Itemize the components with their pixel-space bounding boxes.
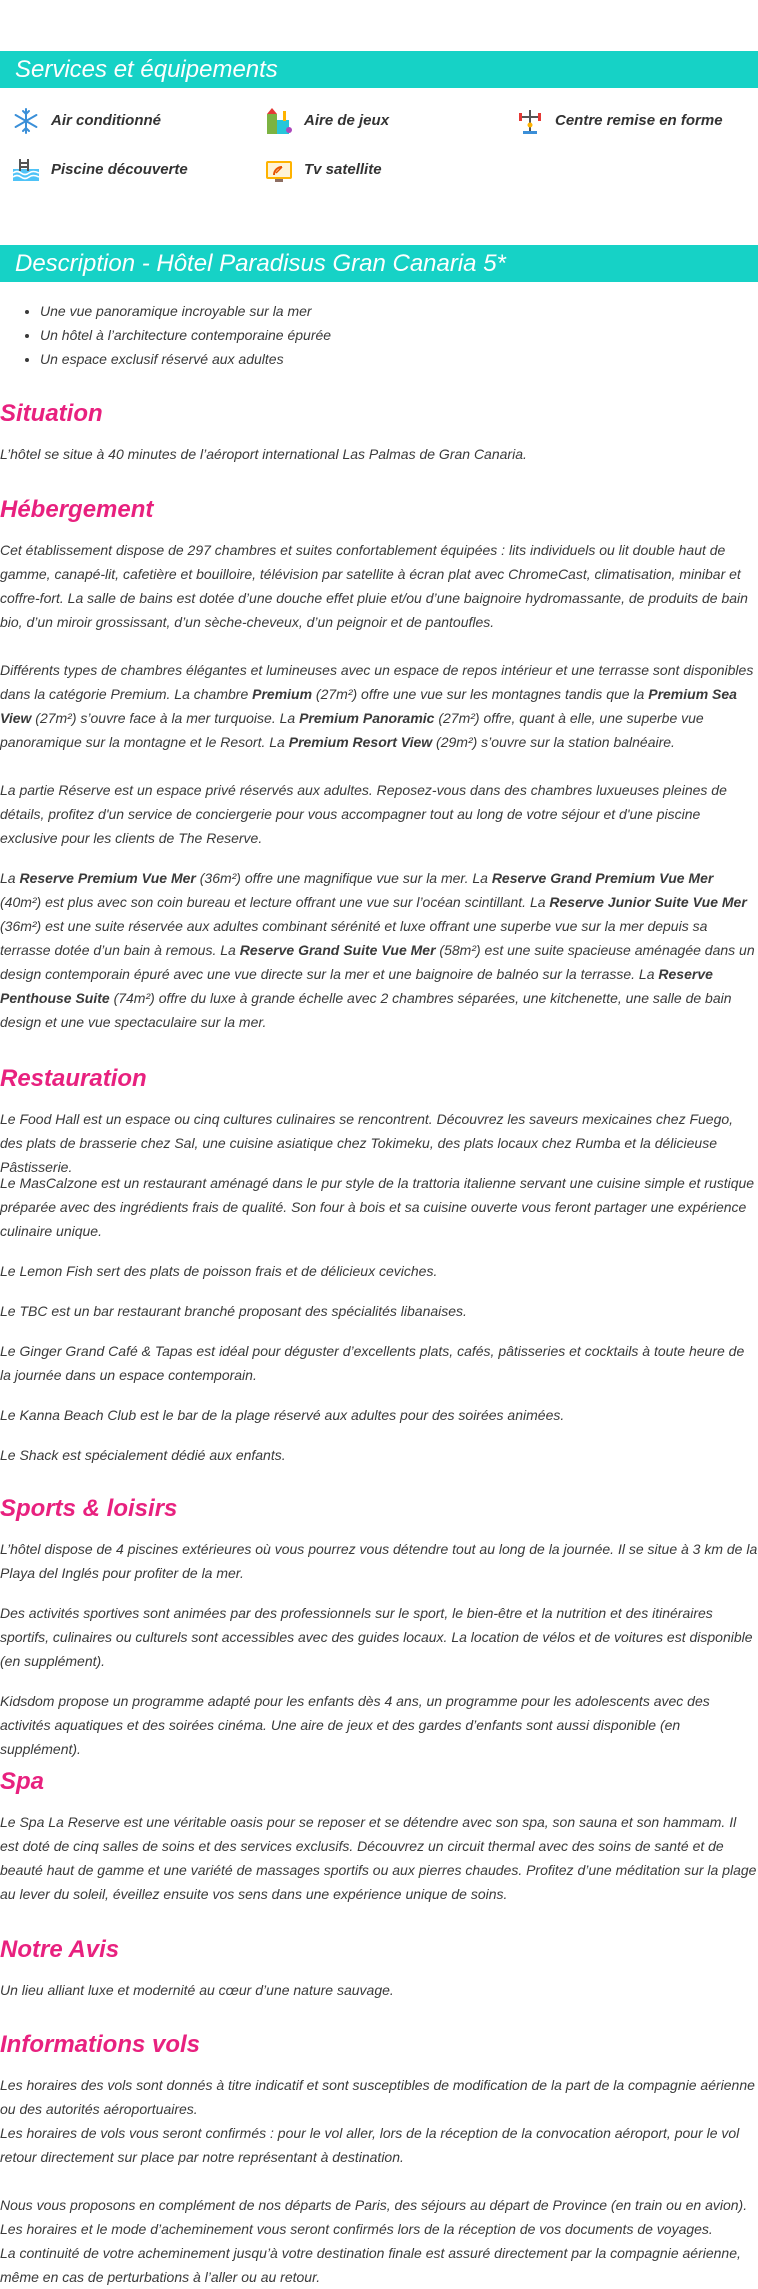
room-type-name: Reserve Grand Premium Vue Mer bbox=[491, 870, 714, 886]
text-segment: (40m²) est plus avec son coin bureau et lecture offrant une vue sur l’océan scintillant. La bbox=[0, 894, 550, 910]
list-item: • Un hôtel à l’architecture contemporaine épurée bbox=[40, 323, 331, 347]
vols-line: Les horaires de vols vous seront confirmés : pour le vol aller, lors de la réception de la convocation aéroport, pour le vol retour directement sur place par notre représentant à destination. bbox=[0, 2125, 740, 2165]
service-air-conditioning bbox=[11, 106, 161, 136]
service-satellite-tv bbox=[264, 155, 382, 185]
services-header: Services et équipements bbox=[0, 51, 758, 88]
vols-paragraph bbox=[0, 2073, 758, 2169]
restauration-paragraph: Le Ginger Grand Café & Tapas est idéal pour déguster d’excellents plats, cafés, pâtisseries et cocktails à toute heure de la journée dans un espace contemporain. bbox=[0, 1343, 745, 1383]
service-label: Air conditionné bbox=[51, 112, 161, 129]
text-segment: La bbox=[0, 870, 20, 886]
room-type-name: Reserve Junior Suite Vue Mer bbox=[549, 894, 747, 910]
vols-line: La continuité de votre acheminement jusqu’à votre destination finale est assuré directement par la compagnie aérienne, même en cas de perturbations à l’aller ou au retour. bbox=[0, 2245, 741, 2285]
sports-paragraph: L’hôtel dispose de 4 piscines extérieures où vous pourrez vous détendre tout au long de la journée. Il se situe à 3 km de la Playa del Inglés pour profiter de la mer. bbox=[0, 1541, 758, 1581]
hebergement-paragraph-4 bbox=[0, 866, 758, 1034]
fitness-icon bbox=[515, 106, 545, 136]
hebergement-paragraph-2 bbox=[0, 658, 758, 754]
service-label: Centre remise en forme bbox=[555, 112, 723, 129]
text-segment: (36m²) est une suite réservée aux adultes combinant sérénité et luxe offrant une superbe vue sur la mer depuis sa terrasse dotée d’un bain à remous. La bbox=[0, 918, 708, 958]
hebergement-heading: Hébergement bbox=[0, 496, 154, 523]
restauration-paragraph: Le Kanna Beach Club est le bar de la plage réservé aux adultes pour des soirées animées. bbox=[0, 1407, 565, 1423]
vols-line: Nous vous proposons en complément de nos départs de Paris, des séjours au départ de Province (en train ou en avion). bbox=[0, 2197, 748, 2213]
hebergement-paragraph-1: Cet établissement dispose de 297 chambres et suites confortablement équipées : lits individuels ou lit double haut de gamme, canapé-lit, cafetière et bouilloire, télévision par satellite à écran plat avec ChromeCast, climatisation, minibar et coffre-fort. La salle de bains est dotée d’une douche effet pluie et/ou d’une baignoire hydromassante, de produits de bain bio, d’un miroir grossissant, d’un sèche-cheveux, d’un peignoir et de pantoufles. bbox=[0, 542, 748, 630]
playground-icon bbox=[264, 106, 294, 136]
room-type-name: Premium Sea View bbox=[0, 686, 737, 726]
list-item: • Une vue panoramique incroyable sur la mer bbox=[40, 299, 331, 323]
pool-icon bbox=[11, 155, 41, 185]
service-label: Tv satellite bbox=[304, 161, 382, 178]
text-segment: (29m²) s’ouvre sur la station balnéaire. bbox=[432, 734, 675, 750]
room-type-name: Reserve Penthouse Suite bbox=[0, 966, 713, 1006]
text-segment: (27m²) offre, quant à elle, une superbe vue panoramique sur la montagne et le Resort. La bbox=[0, 710, 704, 750]
vols-line: Les horaires des vols sont donnés à titre indicatif et sont susceptibles de modification de la part de la compagnie aérienne ou des autorités aéroportuaires. bbox=[0, 2077, 755, 2117]
avis-text: Un lieu alliant luxe et modernité au cœur d’une nature sauvage. bbox=[0, 1982, 394, 1998]
situation-heading: Situation bbox=[0, 400, 103, 427]
room-type-name: Premium bbox=[252, 686, 313, 702]
vols-paragraph bbox=[0, 2193, 758, 2289]
situation-text: L’hôtel se situe à 40 minutes de l’aéroport international Las Palmas de Gran Canaria. bbox=[0, 446, 527, 462]
room-type-name: Premium Resort View bbox=[288, 734, 433, 750]
restauration-paragraph: Le Lemon Fish sert des plats de poisson frais et de délicieux ceviches. bbox=[0, 1263, 438, 1279]
restauration-paragraph: Le TBC est un bar restaurant branché proposant des spécialités libanaises. bbox=[0, 1303, 467, 1319]
service-fitness bbox=[515, 106, 723, 136]
room-type-name: Premium Panoramic bbox=[299, 710, 435, 726]
sports-paragraph: Kidsdom propose un programme adapté pour les enfants dès 4 ans, un programme pour les adolescents avec des activités aquatiques et des soirées cinéma. Une aire de jeux et des gardes d’enfants sont aussi disponible (en supplément). bbox=[0, 1693, 710, 1757]
vols-heading: Informations vols bbox=[0, 2031, 201, 2058]
restauration-heading: Restauration bbox=[0, 1065, 147, 1092]
restauration-paragraph: Le MasCalzone est un restaurant aménagé dans le pur style de la trattoria italienne servant une cuisine simple et rustique préparée avec des ingrédients frais de qualité. Son four à bois et sa cuisine ouverte vous feront partager une expérience culinaire unique. bbox=[0, 1175, 755, 1239]
satellite-tv-icon bbox=[264, 155, 294, 185]
sports-paragraph: Des activités sportives sont animées par des professionnels sur le sport, le bien-être et la nutrition et des itinéraires sportifs, culinaires ou culturels sont accessibles avec des guides locaux. La location de vélos et de voitures est disponible (en supplément). bbox=[0, 1605, 753, 1669]
room-type-name: Reserve Grand Suite Vue Mer bbox=[239, 942, 436, 958]
room-type-name: Reserve Premium Vue Mer bbox=[19, 870, 196, 886]
text-segment: (27m²) s’ouvre face à la mer turquoise. La bbox=[31, 710, 300, 726]
sports-heading: Sports & loisirs bbox=[0, 1495, 178, 1522]
service-label: Piscine découverte bbox=[51, 161, 188, 178]
text-segment: Différents types de chambres élégantes et lumineuses avec un espace de repos intérieur et une terrasse sont disponibles dans la catégorie Premium. La chambre bbox=[0, 662, 754, 702]
service-label: Aire de jeux bbox=[304, 112, 390, 129]
service-pool bbox=[11, 155, 188, 185]
spa-text: Le Spa La Reserve est une véritable oasis pour se reposer et se détendre avec son spa, son sauna et son hammam. Il est doté de cinq salles de soins et des services exclusifs. Découvrez un circuit thermal avec des soins de santé et de beauté haut de gamme et une variété de massages sportifs ou aux pierres chaudes. Profitez d’une méditation sur la plage au lever du soleil, éveillez ensuite vos sens dans une expérience unique de soins. bbox=[0, 1814, 757, 1902]
service-playground bbox=[264, 106, 389, 136]
snowflake-icon bbox=[11, 106, 41, 136]
text-segment: (27m²) offre une vue sur les montagnes tandis que la bbox=[312, 686, 649, 702]
text-segment: (74m²) offre du luxe à grande échelle avec 2 chambres séparées, une kitchenette, une salle de bain design et une vue spectaculaire sur la mer. bbox=[0, 990, 732, 1030]
restauration-paragraph: Le Food Hall est un espace ou cinq cultures culinaires se rencontrent. Découvrez les saveurs mexicaines chez Fuego, des plats de brasserie chez Sal, une cuisine asiatique chez Tokimeku, des plats locaux chez Rumba et la délicieuse Pâstisserie. bbox=[0, 1111, 734, 1175]
text-segment: (36m²) offre une magnifique vue sur la mer. La bbox=[195, 870, 492, 886]
description-header: Description - Hôtel Paradisus Gran Canaria 5* bbox=[0, 245, 758, 282]
spa-heading: Spa bbox=[0, 1768, 45, 1795]
list-item: • Un espace exclusif réservé aux adultes bbox=[40, 347, 331, 371]
avis-heading: Notre Avis bbox=[0, 1936, 120, 1963]
restauration-paragraph: Le Shack est spécialement dédié aux enfants. bbox=[0, 1447, 286, 1463]
text-segment: (58m²) est une suite spacieuse aménagée dans un design contemporain épuré avec une vue directe sur la mer et une baignoire de balnéo sur la terrasse. La bbox=[0, 942, 755, 982]
hebergement-paragraph-3: La partie Réserve est un espace privé réservés aux adultes. Reposez-vous dans des chambres luxueuses pleines de détails, profitez d'un service de conciergerie pour vous accompagner tout au long de votre séjour et d'une piscine exclusive pour les clients de The Reserve. bbox=[0, 782, 727, 846]
highlights-list bbox=[20, 299, 331, 371]
vols-line: Les horaires et le mode d’acheminement vous seront confirmés lors de la réception de vos documents de voyages. bbox=[0, 2221, 713, 2237]
